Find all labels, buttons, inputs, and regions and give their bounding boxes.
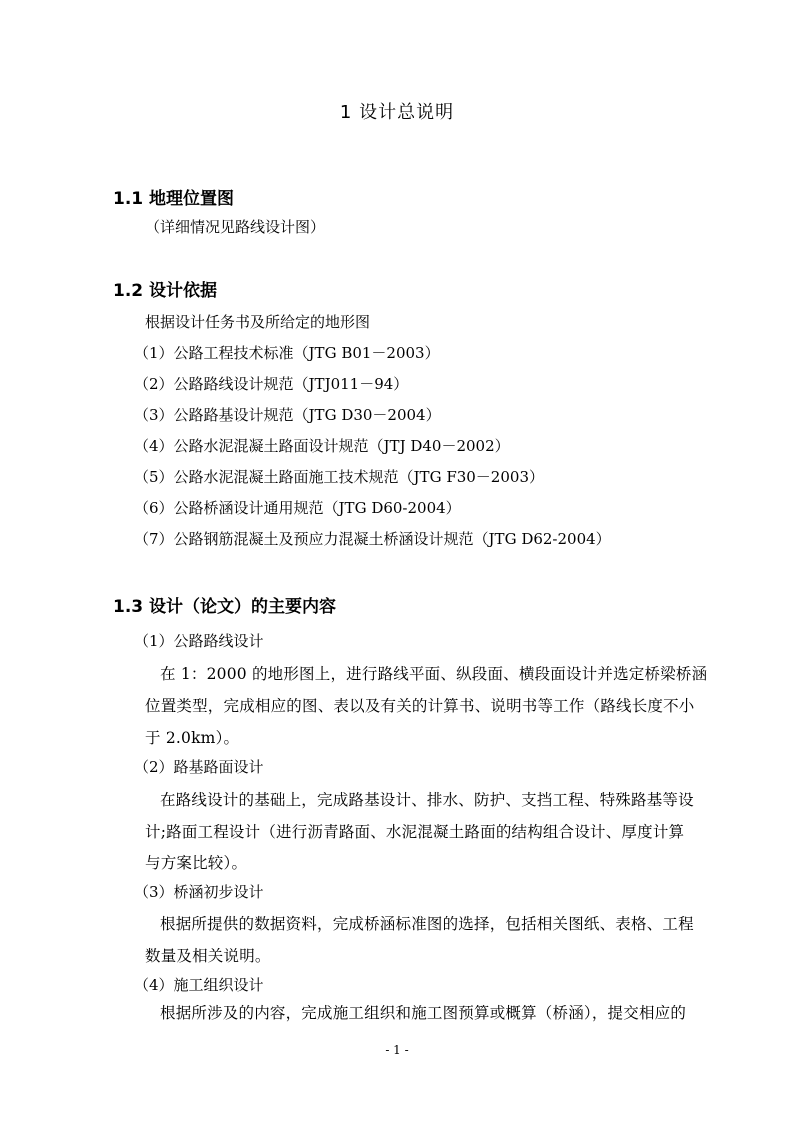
content-item-text: 根据所提供的数据资料，完成桥涵标准图的选择，包括相关图纸、表格、工程 [160,915,694,933]
content-item-title: （1）公路路线设计 [134,632,264,650]
content-item-text: 在路线设计的基础上，完成路基设计、排水、防护、支挡工程、特殊路基等设 [160,791,694,809]
section-1-2-heading: 1.2 设计依据 [113,281,218,301]
basis-item: （2）公路路线设计规范（JTJ011－94） [134,375,409,393]
basis-item: （7）公路钢筋混凝土及预应力混凝土桥涵设计规范（JTG D62-2004） [134,530,611,548]
content-item-text: 计;路面工程设计（进行沥青路面、水泥混凝土路面的结构组合设计、厚度计算 [145,823,685,841]
basis-item: （3）公路路基设计规范（JTG D30－2004） [134,406,441,424]
basis-item: （4）公路水泥混凝土路面设计规范（JTJ D40－2002） [134,437,510,455]
page-number: - 1 - [385,1043,409,1057]
basis-item: （1）公路工程技术标准（JTG B01－2003） [134,344,440,362]
content-item-title: （2）路基路面设计 [134,758,264,776]
content-item-text: 在 1：2000 的地形图上，进行路线平面、纵段面、横段面设计并选定桥梁桥涵 [160,665,708,683]
content-item-text: 位置类型，完成相应的图、表以及有关的计算书、说明书等工作（路线长度不小 [145,697,695,715]
content-item-text: 数量及相关说明。 [145,947,271,965]
section-1-3-heading: 1.3 设计（论文）的主要内容 [113,597,337,617]
content-item-text: 与方案比较）。 [145,854,248,872]
section-1-1-heading: 1.1 地理位置图 [113,189,235,209]
section-1-2-intro: 根据设计任务书及所给定的地形图 [145,313,371,331]
content-item-text: 根据所涉及的内容，完成施工组织和施工图预算或概算（桥涵），提交相应的 [160,1004,687,1022]
content-item-title: （4）施工组织设计 [134,976,264,994]
basis-item: （6）公路桥涵设计通用规范（JTG D60-2004） [134,499,461,517]
section-1-1-note: （详细情况见路线设计图） [145,218,326,236]
content-item-title: （3）桥涵初步设计 [134,883,264,901]
basis-item: （5）公路水泥混凝土路面施工技术规范（JTG F30－2003） [134,468,544,486]
content-item-text: 于 2.0km）。 [145,729,240,747]
page-title: 1 设计总说明 [339,102,455,123]
